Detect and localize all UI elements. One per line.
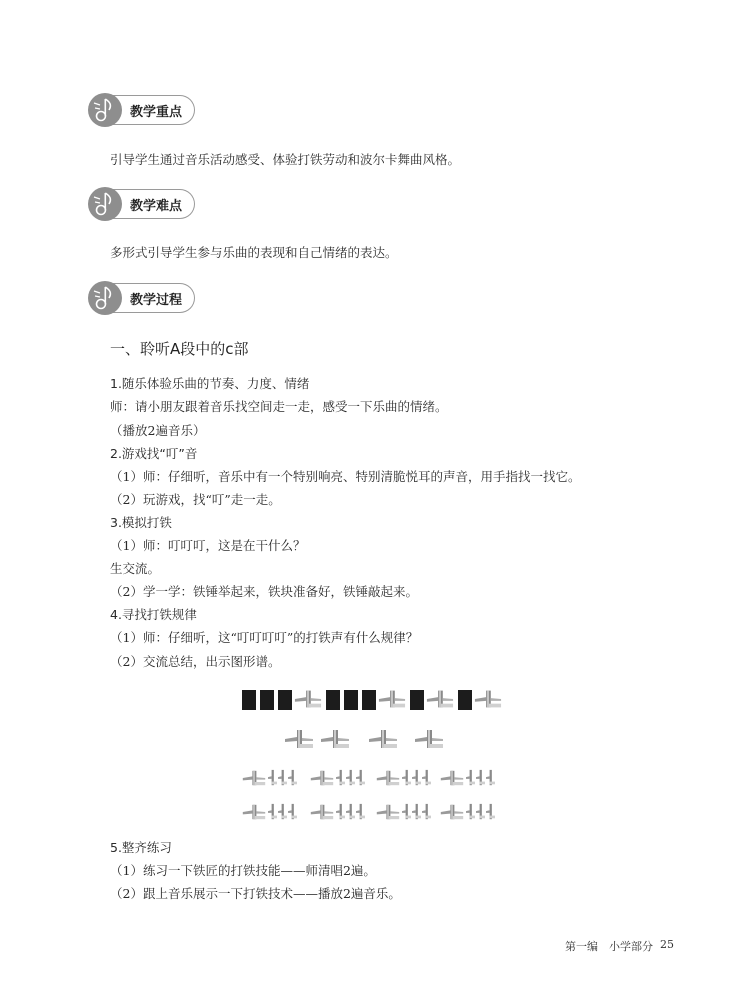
body-line: （2）交流总结，出示图形谱。 — [110, 654, 281, 669]
hammer-icon — [414, 728, 444, 750]
block-mark — [344, 690, 358, 710]
step-heading: 5.整齐练习 — [110, 840, 172, 855]
step-heading: 1.随乐体验乐曲的节奏、力度、情绪 — [110, 376, 310, 391]
body-line: （2）玩游戏，找“叮”走一走。 — [110, 492, 281, 507]
page-number: 25 — [660, 938, 674, 951]
difficulties-text: 多形式引导学生参与乐曲的表现和自己情绪的表达。 — [110, 245, 398, 260]
graphic-score — [238, 686, 506, 834]
hammer-icon — [320, 728, 350, 750]
hammer-group-icon — [440, 766, 500, 790]
hammer-icon — [474, 688, 502, 710]
body-line: （1）师：叮叮叮，这是在干什么？ — [110, 538, 306, 553]
block-mark — [260, 690, 274, 710]
hammer-group-icon — [310, 800, 370, 824]
body-line: 生交流。 — [110, 561, 161, 576]
body-line: （2）学一学：铁锤举起来，铁块准备好，铁锤敲起来。 — [110, 584, 418, 599]
block-mark — [242, 690, 256, 710]
body-line: （2）跟上音乐展示一下打铁技术——播放2遍音乐。 — [110, 886, 401, 901]
footer-section: 第一编 小学部分 — [565, 940, 653, 953]
hammer-group-icon — [310, 766, 370, 790]
body-line: 师：请小朋友跟着音乐找空间走一走，感受一下乐曲的情绪。 — [110, 399, 448, 414]
tag-label: 教学重点 — [108, 95, 195, 125]
block-mark — [458, 690, 472, 710]
body-line: （1）师：仔细听，音乐中有一个特别响亮、特别清脆悦耳的声音，用手指找一找它。 — [110, 469, 581, 484]
tag-label: 教学过程 — [108, 283, 195, 313]
music-note-icon — [88, 93, 122, 127]
block-mark — [326, 690, 340, 710]
block-mark — [410, 690, 424, 710]
step-heading: 4.寻找打铁规律 — [110, 607, 197, 622]
body-line: （1）师：仔细听，这“叮叮叮叮”的打铁声有什么规律？ — [110, 630, 419, 645]
hammer-group-icon — [376, 766, 436, 790]
hammer-group-icon — [376, 800, 436, 824]
key-points-text: 引导学生通过音乐活动感受、体验打铁劳动和波尔卡舞曲风格。 — [110, 152, 461, 167]
music-note-icon — [88, 281, 122, 315]
body-line: （1）练习一下铁匠的打铁技能——师清唱2遍。 — [110, 863, 376, 878]
music-note-icon — [88, 187, 122, 221]
block-mark — [278, 690, 292, 710]
hammer-icon — [284, 728, 314, 750]
hammer-group-icon — [242, 766, 302, 790]
tag-label: 教学难点 — [108, 189, 195, 219]
section-tag-process — [88, 280, 195, 316]
hammer-group-icon — [242, 800, 302, 824]
block-mark — [362, 690, 376, 710]
section-title: 一、聆听A段中的c部 — [110, 340, 249, 358]
step-heading: 2.游戏找“叮”音 — [110, 446, 198, 461]
hammer-icon — [426, 688, 454, 710]
section-tag-difficulties — [88, 186, 195, 222]
hammer-icon — [368, 728, 398, 750]
section-tag-key-points — [88, 92, 195, 128]
hammer-group-icon — [440, 800, 500, 824]
body-line: （播放2遍音乐） — [110, 423, 206, 438]
hammer-icon — [294, 688, 322, 710]
hammer-icon — [378, 688, 406, 710]
step-heading: 3.模拟打铁 — [110, 515, 172, 530]
